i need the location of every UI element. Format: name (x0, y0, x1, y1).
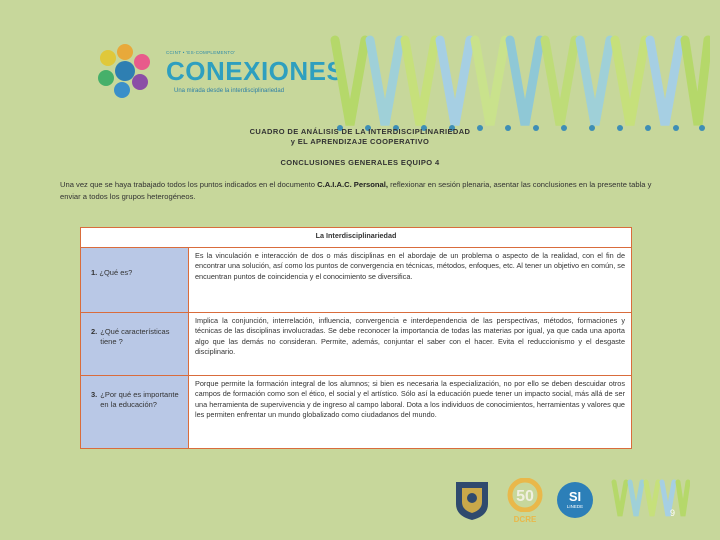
intro-text-part2: reflexionar en sesión plenaria, asentar las conclusiones en la presente tabla y enviar a todos los grupos heterogéneos. (60, 180, 652, 201)
logo-wordmark: CONEXIONES (166, 56, 345, 86)
question-text: ¿Qué es? (99, 268, 133, 277)
question-cell (81, 376, 189, 449)
decorative-stripes (330, 30, 710, 140)
logo-subtitle: Una mirada desde la interdisciplinariedad (174, 88, 285, 94)
dcre-logo (500, 478, 550, 522)
si-logo-text: SI (568, 489, 582, 504)
answer-cell: Porque permite la formación integral de los alumnos; si bien es necesaria la especialización, no por ello se deben descuidar otros campos de formación como son el ético, el social y el artístico. Sólo así la educación puede tener un impacto social, más allá de ser una herramienta de supervivencia y de ingreso al campo laboral. Dota a los individuos de conocimientos, herramientas y valores que les permiten enfrentar un mundo globalizado como ciudadanos del mundo. (189, 376, 632, 449)
table-row (81, 248, 632, 313)
people-circle-icon (94, 40, 156, 102)
intro-text-part1: Una vez que se haya trabajado todos los puntos indicados en el documento (60, 180, 318, 189)
intro-document-name: C.A.I.A.C. Personal, (317, 180, 388, 189)
table-row (81, 313, 632, 376)
interdisciplinarity-table (80, 227, 632, 449)
answer-cell: Implica la conjunción, interrelación, influencia, convergencia e interdependencia de las perspectivas, métodos, formaciones y técnicas de las disciplinas involucradas. Se debe reconocer la importancia de todas las materias por igual, ya que cada una aporta algo que las demás no consideran. Permite, además, conjuntar el saber con el hacer. Evita el reduccionismo y el desgaste disciplinario. (189, 313, 632, 376)
page-title-line2: y EL APRENDIZAJE COOPERATIVO (290, 137, 430, 146)
unam-logo (452, 478, 492, 522)
dcre-logo-text: DCRE (513, 515, 537, 524)
dcre-mark-icon (500, 478, 550, 512)
answer-cell: Es la vinculación e interacción de dos o más disciplinas en el abordaje de un problema o aspecto de la realidad, con el fin de encontrar una solución, así como los puntos de convergencia en técnicas, métodos, enfoques, etc. Al tener un objetivo en común, se encuentran puntos de coincidencia y el conocimiento se diversifica. (189, 248, 632, 313)
page-subtitle: CONCLUSIONES GENERALES EQUIPO 4 (280, 158, 440, 167)
svg-text:50: 50 (516, 488, 534, 505)
si-logo (557, 482, 593, 518)
table-header: La Interdisciplinariedad (81, 228, 632, 248)
conexiones-logo (94, 38, 345, 102)
question-cell (81, 313, 189, 376)
logo-tagline: CCINT • 'ES-COMPLEMENTO' (166, 50, 236, 55)
page-title: CUADRO DE ANÁLISIS DE LA INTERDISCIPLINARIEDAD (249, 127, 471, 136)
decorative-stripes-small (610, 478, 690, 522)
question-cell (81, 248, 189, 313)
question-number: 3. (91, 390, 98, 399)
question-number: 2. (91, 327, 98, 336)
si-logo-subtext: LINEDE (566, 504, 584, 509)
question-number: 1. (91, 268, 98, 277)
page-number: 9 (670, 508, 676, 518)
question-text: ¿Por qué es importante en la educación? (100, 390, 179, 409)
intro-paragraph (60, 179, 670, 203)
question-text: ¿Qué características tiene ? (100, 327, 170, 346)
table-row (81, 376, 632, 449)
